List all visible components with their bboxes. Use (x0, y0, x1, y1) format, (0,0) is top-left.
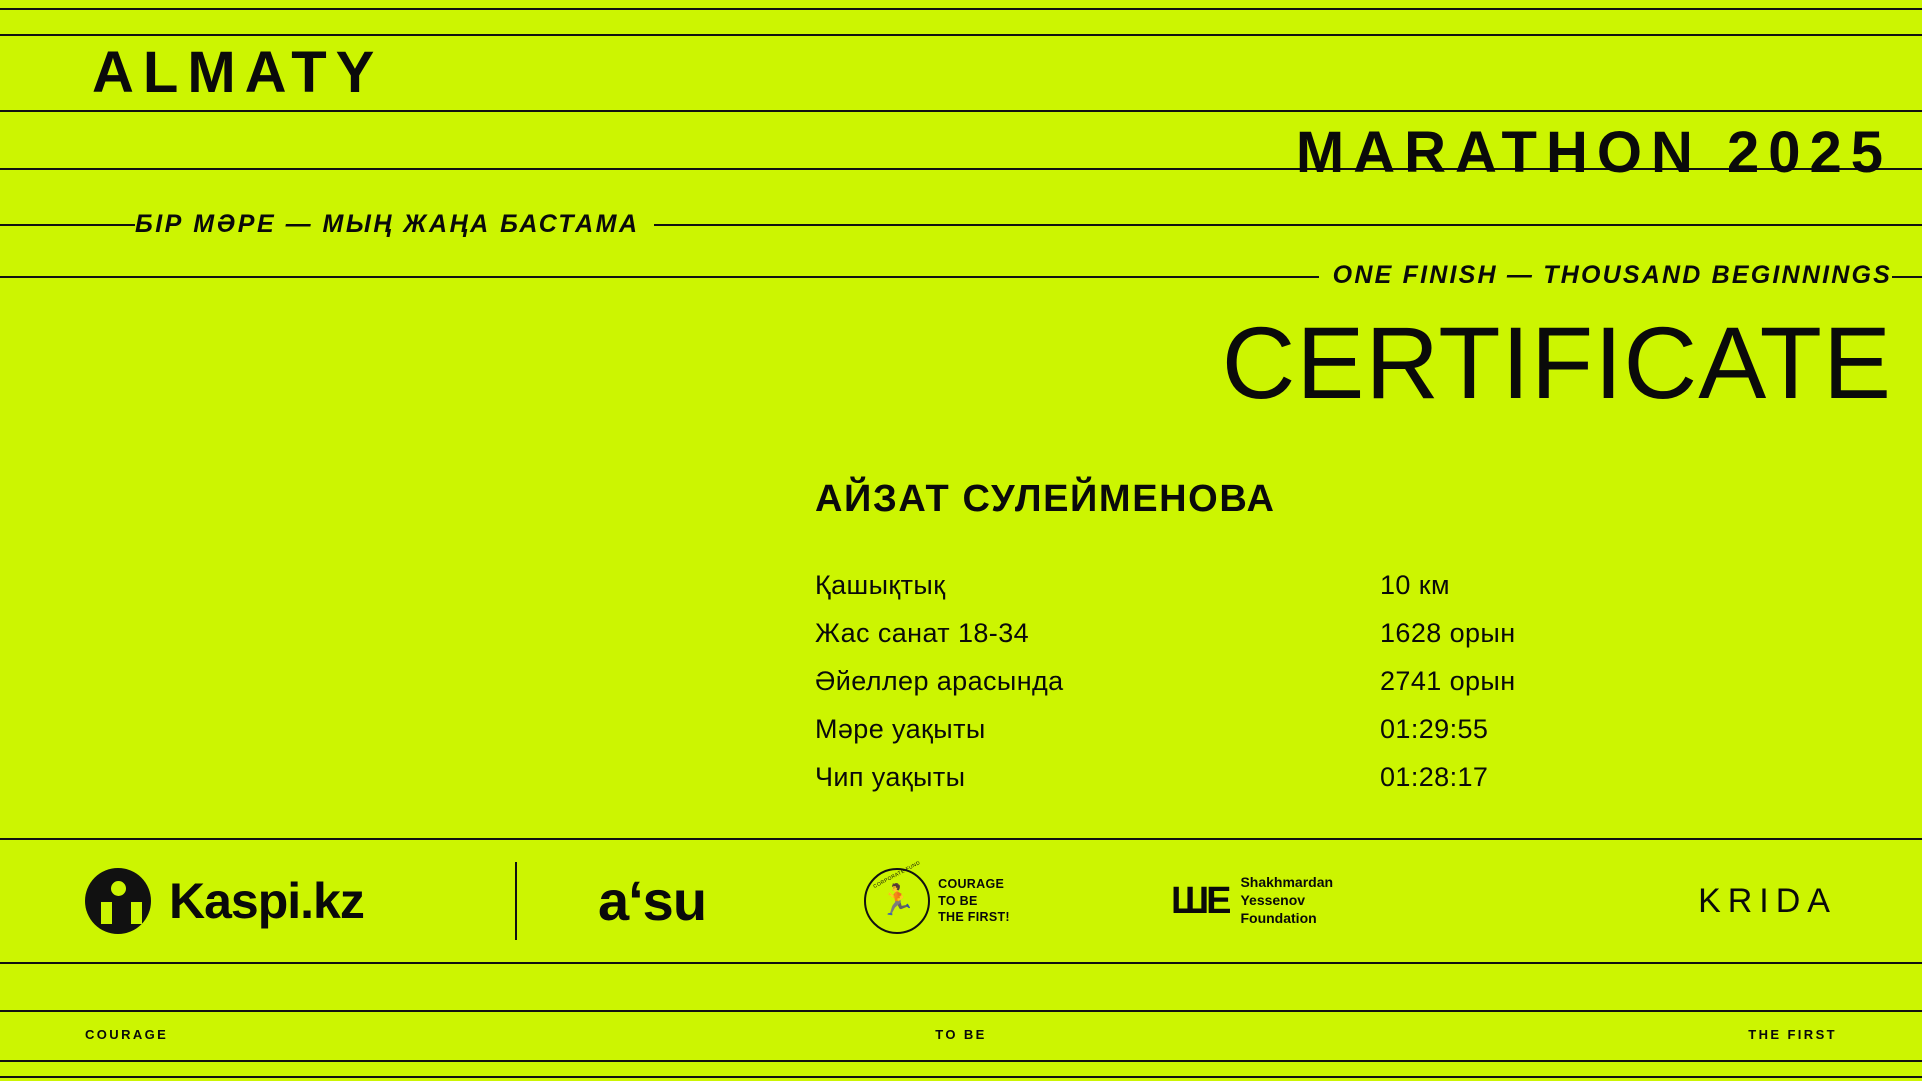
sponsor-row (0, 840, 1922, 962)
result-label: Чип уақыты (815, 762, 966, 792)
sponsor-courage-fund (787, 860, 1087, 934)
table-row (815, 618, 1775, 666)
sponsor-asu-label: aʻsu (597, 869, 707, 932)
yessenov-line-2: Yessenov (1240, 892, 1306, 909)
footer-left-text: COURAGE (85, 1026, 169, 1042)
rule-top-2 (0, 34, 1922, 36)
yessenov-line-3: Foundation (1240, 909, 1317, 926)
event-city: ALMATY (92, 40, 384, 105)
result-value: 2741 орын (1380, 666, 1516, 696)
result-value: 1628 орын (1380, 618, 1516, 648)
athlete-name: АЙЗАТ СУЛЕЙМЕНОВА (815, 478, 1276, 520)
table-row (815, 666, 1775, 714)
result-label: Мәре уақыты (815, 714, 986, 744)
rule-under-almaty (0, 110, 1922, 112)
results-table (815, 570, 1775, 810)
event-name: MARATHON 2025 (1295, 120, 1892, 185)
sponsor-kaspi (0, 868, 515, 934)
result-label: Жас санат 18-34 (815, 618, 1030, 648)
result-label: Қашықтық (815, 570, 946, 600)
slogan-english: ONE FINISH — THOUSAND BEGINNINGS (1319, 263, 1892, 288)
sponsor-asu (517, 869, 787, 932)
rule-above-footer (0, 1010, 1922, 1012)
kaspi-logo-icon (85, 868, 151, 934)
page-title: CERTIFICATE (1221, 306, 1892, 420)
yessenov-line-1: Shakhmardan (1240, 874, 1334, 891)
footer-right-text: THE FIRST (1748, 1026, 1837, 1042)
table-row (815, 570, 1775, 618)
table-row (815, 714, 1775, 762)
courage-line-2: TO BE (938, 893, 978, 908)
courage-line-1: COURAGE (938, 876, 1005, 891)
courage-seal-icon (864, 860, 930, 934)
sponsor-krida-label: KRIDA (1698, 882, 1837, 920)
result-value: 01:29:55 (1380, 714, 1489, 744)
sponsor-yessenov-foundation (1087, 874, 1417, 928)
courage-line-3: THE FIRST! (938, 910, 1010, 925)
result-value: 01:28:17 (1380, 762, 1489, 792)
slogan-kazakh: БІР МӘРЕ — МЫҢ ЖАҢА БАСТАМА (135, 212, 654, 237)
table-row (815, 762, 1775, 810)
courage-seal-ring-text: CORPORATE FUND (872, 860, 922, 890)
result-value: 10 км (1380, 570, 1450, 600)
sponsor-kaspi-label: Kaspi.kz (169, 873, 364, 929)
result-label: Әйеллер арасында (815, 666, 1064, 696)
rule-bottom-1 (0, 1060, 1922, 1062)
sponsor-krida (1417, 884, 1922, 918)
yessenov-monogram-icon: ШЕ (1170, 880, 1229, 922)
footer-middle-text: TO BE (935, 1026, 987, 1042)
runner-figure-icon: 🏃 (878, 884, 916, 917)
rule-top-1 (0, 8, 1922, 10)
footer-strip (0, 1016, 1922, 1052)
rule-below-sponsors (0, 962, 1922, 964)
rule-bottom-2 (0, 1076, 1922, 1078)
